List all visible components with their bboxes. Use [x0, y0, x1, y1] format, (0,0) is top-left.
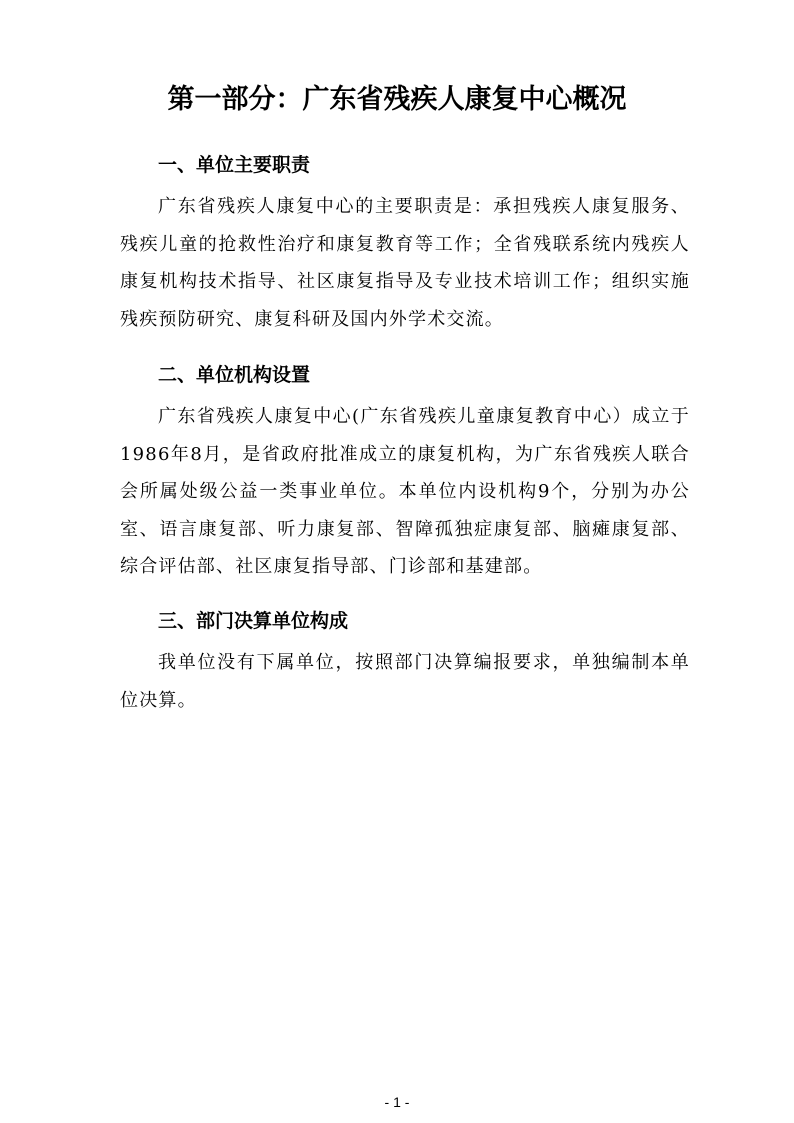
section-heading: 二、单位机构设置	[158, 364, 311, 386]
section-paragraph: 广东省残疾人康复中心的主要职责是：承担残疾人康复服务、残疾儿童的抢救性治疗和康复教育等工作；全省残联系统内残疾人康复机构技术指导、社区康复指导及专业技术培训工作；组织实施残疾预防研究、康复科研及国内外学术交流。	[120, 196, 690, 330]
section-composition	[120, 606, 690, 719]
section-heading: 一、单位主要职责	[158, 154, 311, 176]
section-paragraph: 广东省残疾人康复中心(广东省残疾儿童康复教育中心）成立于1986年8月，是省政府批准成立的康复机构，为广东省残疾人联合会所属处级公益一类事业单位。本单位内设机构9个，分别为办公室、语言康复部、听力康复部、智障孤独症康复部、脑瘫康复部、综合评估部、社区康复指导部、门诊部和基建部。	[120, 406, 690, 577]
section-heading: 三、部门决算单位构成	[158, 610, 349, 632]
page-number: - 1 -	[384, 1094, 410, 1110]
section-organization	[120, 360, 690, 586]
section-duties	[120, 150, 690, 338]
page-title: 第一部分：广东省残疾人康复中心概况	[167, 84, 627, 115]
section-paragraph: 我单位没有下属单位，按照部门决算编报要求，单独编制本单位决算。	[120, 652, 690, 711]
